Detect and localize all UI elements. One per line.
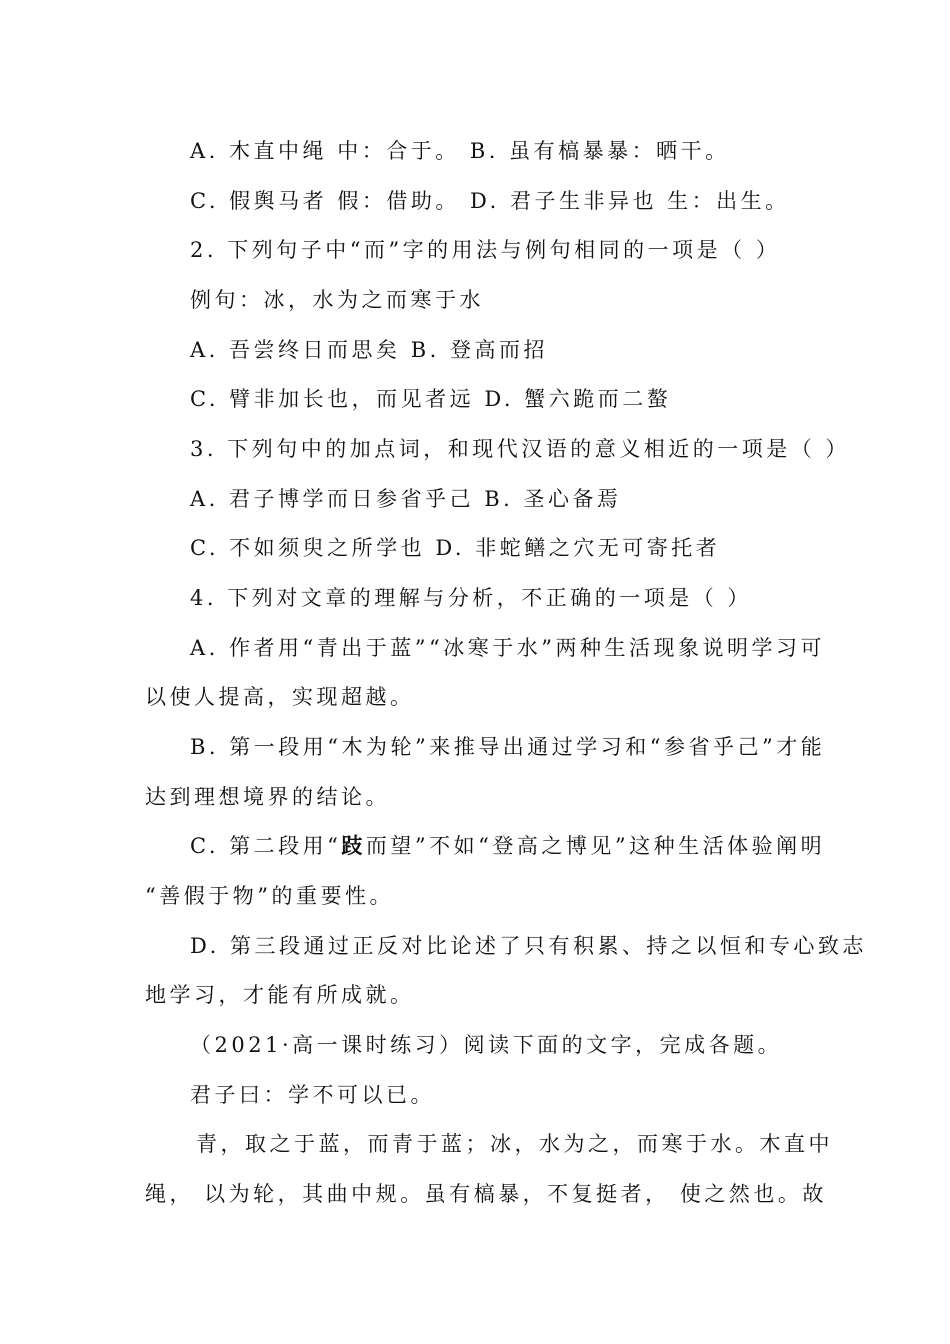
- option-4b-line-2: 达到理想境界的结论。: [145, 785, 390, 809]
- option-4a-line-2: 以使人提高，实现超越。: [145, 685, 415, 709]
- option-4d-line-2: 地学习，才能有所成就。: [145, 983, 415, 1007]
- example-sentence: 例句：冰，水为之而寒于水: [190, 288, 484, 312]
- option-line-q3-cd: C. 不如须臾之所学也 D. 非蛇鳝之穴无可寄托者: [190, 536, 721, 560]
- option-line-q1-cd: C. 假舆马者 假：借助。 D. 君子生非异也 生：出生。: [190, 189, 790, 213]
- question-3: 3. 下列句中的加点词，和现代汉语的意义相近的一项是（ ）: [190, 437, 850, 461]
- option-4c-text-start: C. 第二段用“: [190, 834, 342, 858]
- option-4c-line-2: “善假于物”的重要性。: [145, 884, 394, 908]
- option-4a-line-1: A. 作者用“青出于蓝”“冰寒于水”两种生活现象说明学习可: [190, 636, 825, 660]
- option-line-q2-cd: C. 臂非加长也，而见者远 D. 蟹六跪而二螯: [190, 387, 672, 411]
- reading-heading: （2021·高一课时练习）阅读下面的文字，完成各题。: [190, 1033, 783, 1057]
- option-line-q2-ab: A. 吾尝终日而思矣 B. 登高而招: [190, 338, 548, 362]
- option-4c-bold-char: 跂: [341, 833, 366, 858]
- option-line-q1-ab: A. 木直中绳 中：合于。 B. 虽有槁暴暴：晒干。: [190, 139, 730, 163]
- question-2: 2. 下列句子中“而”字的用法与例句相同的一项是（ ）: [190, 238, 781, 262]
- option-4d-line-1: D. 第三段通过正反对比论述了只有积累、持之以恒和专心致志: [190, 934, 867, 958]
- option-4c-line-1: [190, 832, 826, 860]
- option-4b-line-1: B. 第一段用“木为轮”来推导出通过学习和“参省乎己”才能: [190, 735, 826, 759]
- passage-line-3: 绳， 以为轮，其曲中规。虽有槁暴，不复挺者， 使之然也。故: [145, 1182, 827, 1206]
- passage-line-1: 君子曰：学不可以已。: [190, 1083, 435, 1107]
- passage-line-2: 青，取之于蓝，而青于蓝；冰，水为之，而寒于水。木直中: [196, 1132, 833, 1156]
- option-4c-text-end: 而望”不如“登高之博见”这种生活体验阐明: [365, 834, 826, 858]
- question-4: 4. 下列对文章的理解与分析，不正确的一项是（ ）: [190, 586, 752, 610]
- option-line-q3-ab: A. 君子博学而日参省乎己 B. 圣心备焉: [190, 487, 622, 511]
